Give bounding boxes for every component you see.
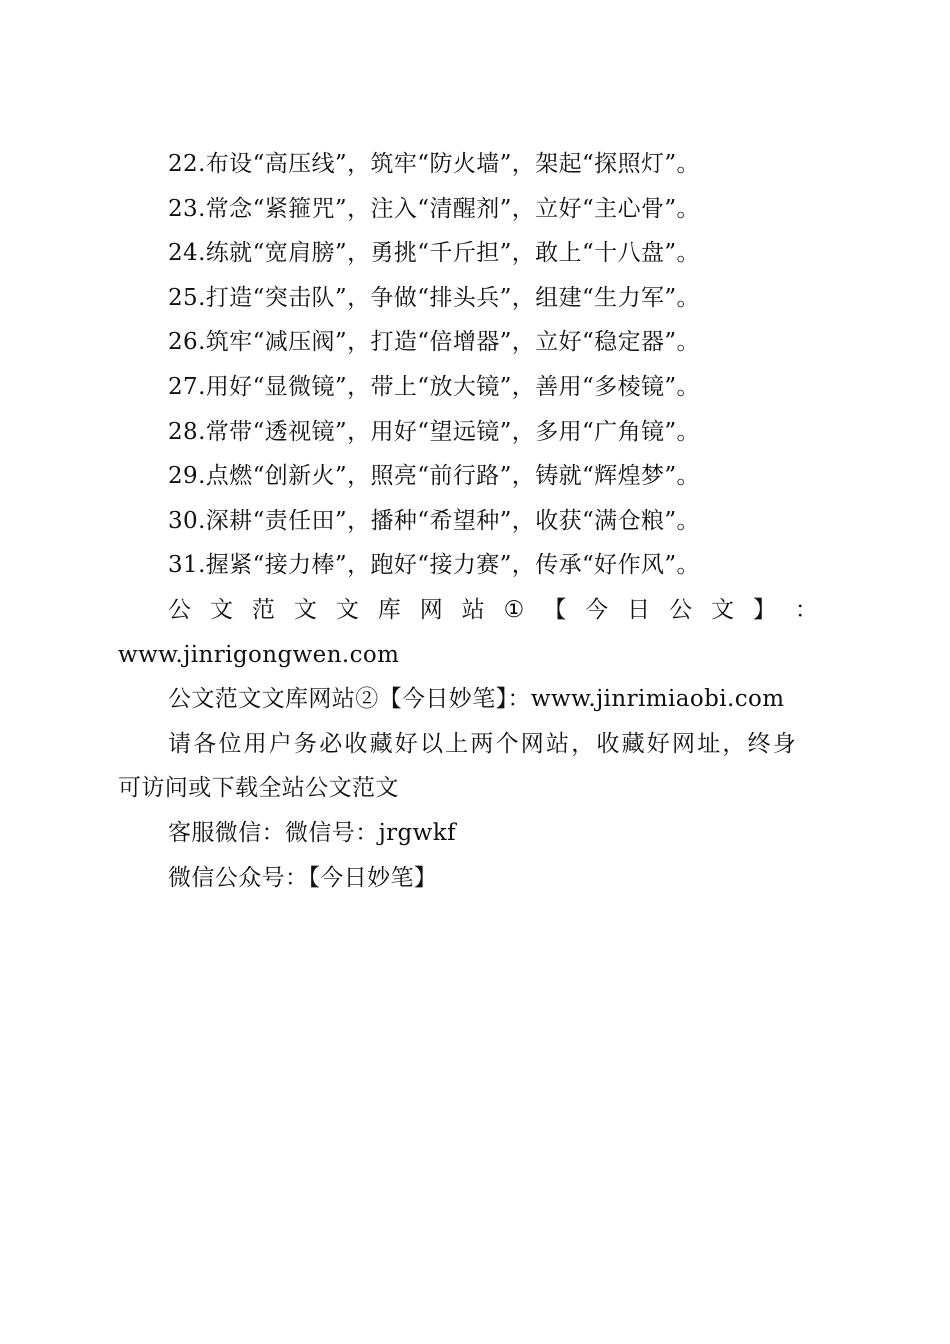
list-item: 22.布设“高压线”，筑牢“防火墙”，架起“探照灯”。	[168, 151, 700, 177]
site1-char: 文	[711, 596, 735, 623]
site1-char: 公	[669, 596, 693, 623]
site1-line	[118, 588, 818, 633]
site1-char: 今	[585, 596, 609, 623]
site1-char: 文	[209, 596, 233, 623]
site1-char: 日	[627, 596, 651, 623]
site1-char: ①	[503, 596, 525, 623]
site1-char: 】	[752, 596, 776, 623]
list-item: 23.常念“紧箍咒”，注入“清醒剂”，立好“主心骨”。	[168, 195, 700, 222]
site2-line: 公文范文文库网站②【今日妙笔】：www.jinrimiaobi.com	[168, 686, 785, 713]
site1-char: 库	[377, 596, 401, 623]
notice-line-2: 可访问或下载全站公文范文	[118, 775, 399, 802]
list-item: 30.深耕“责任田”，播种“希望种”，收获“满仓粮”。	[168, 507, 700, 534]
list-item: 27.用好“显微镜”，带上“放大镜”，善用“多棱镜”。	[168, 373, 700, 400]
document-body	[118, 142, 818, 900]
site1-char: ：	[794, 596, 818, 623]
list-item: 26.筑牢“减压阀”，打造“倍增器”，立好“稳定器”。	[168, 329, 700, 356]
list-item: 29.点燃“创新火”，照亮“前行路”，铸就“辉煌梦”。	[168, 463, 700, 490]
list-item: 28.常带“透视镜”，用好“望远镜”，多用“广角镜”。	[168, 418, 700, 445]
site1-char: 公	[168, 596, 191, 623]
list-item: 31.握紧“接力棒”，跑好“接力赛”，传承“好作风”。	[168, 552, 700, 579]
site1-char: 网	[419, 596, 443, 623]
notice-line-1: 请各位用户务必收藏好以上两个网站，收藏好网址，终身	[168, 730, 798, 757]
list-item: 24.练就“宽肩膀”，勇挑“千斤担”，敢上“十八盘”。	[168, 240, 700, 267]
site1-char: 文	[293, 596, 317, 623]
site1-char: 站	[461, 596, 485, 623]
customer-service-line: 客服微信：微信号：jrgwkf	[168, 819, 456, 846]
site1-char: 文	[335, 596, 359, 623]
site1-url[interactable]: www.jinrigongwen.com	[118, 641, 400, 668]
list-item: 25.打造“突击队”，争做“排头兵”，组建“生力军”。	[168, 284, 700, 311]
site1-char: 范	[251, 596, 275, 623]
official-account-line: 微信公众号：【今日妙笔】	[168, 864, 438, 891]
site1-char: 【	[543, 596, 567, 623]
